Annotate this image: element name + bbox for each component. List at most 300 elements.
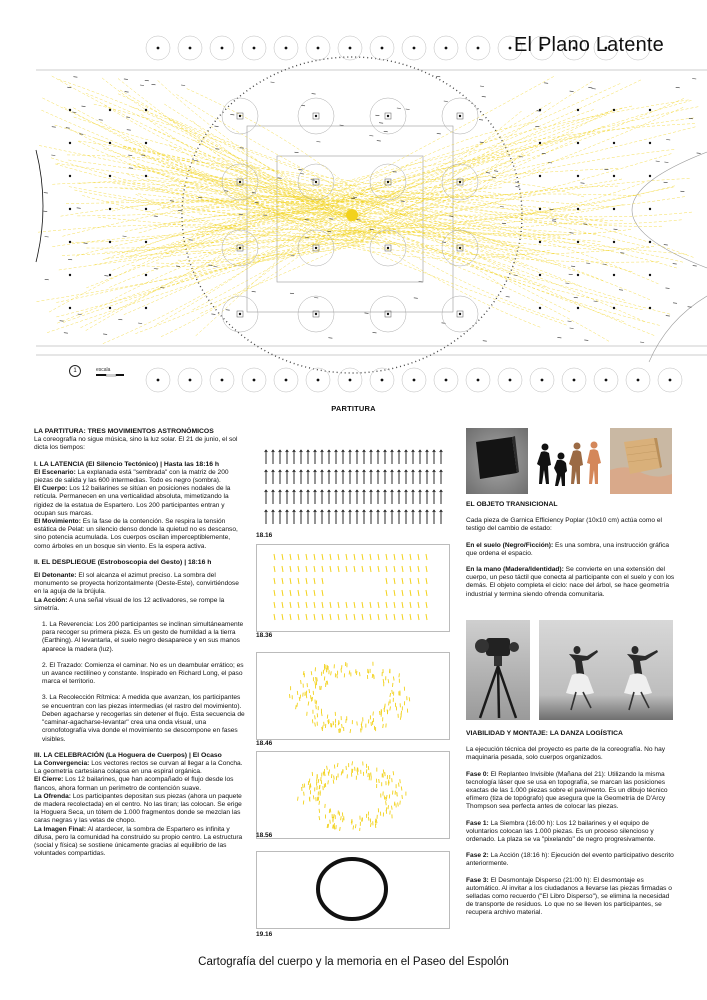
stage-dancer-mark: [357, 721, 358, 725]
piece-mark: [574, 297, 578, 298]
piece-mark: [437, 133, 441, 134]
tree-dot-bottom: [477, 379, 480, 382]
stage-dancer-mark: [386, 801, 387, 805]
piece-mark: [126, 117, 130, 118]
stage-dancer-mark: [368, 817, 369, 821]
stage-dancer-mark: [319, 801, 320, 805]
p1-movimiento: [34, 518, 246, 551]
stage-dancer-mark: [290, 614, 291, 620]
piece-mark: [502, 223, 506, 224]
trajectory-line: [325, 213, 623, 221]
stage-dancer-mark: [409, 697, 410, 701]
trajectory-line: [365, 107, 683, 225]
stage-dancer-mark: [378, 554, 379, 560]
piece-mark: [689, 118, 693, 119]
piece-mark: [312, 94, 316, 95]
stage-dancer-mark: [274, 566, 275, 572]
piece-mark: [45, 237, 49, 238]
stage-dancer-mark: [402, 614, 403, 620]
piece-mark: [603, 264, 607, 265]
stage-dancer-mark: [319, 809, 320, 813]
piece-mark: [406, 109, 410, 110]
stage-dancer-mark: [362, 602, 363, 608]
fase-0: [466, 771, 678, 812]
piece-mark: [67, 87, 71, 88]
piece-mark: [239, 214, 243, 215]
stage-diagram-1916: [256, 851, 448, 927]
piece-mark: [640, 342, 644, 343]
stage-dancer-mark: [312, 697, 313, 701]
tree-dot-side: [109, 175, 111, 177]
stage-dancer-mark: [319, 816, 320, 820]
piece-mark: [189, 240, 193, 241]
stage-dancer-mark: [394, 578, 395, 584]
stage-dancer-mark: [316, 677, 317, 681]
stage-dancer-mark: [386, 554, 387, 560]
text: Se convierte en una extensión del cuerpo, un peso táctil que conecta al participante con el suelo y con los demás. El objeto completa el ciclo: nace del árbol, se hace geometría industrial y termina siendo ofrenda comunitaria.: [466, 566, 675, 598]
grid-tree-dot: [315, 181, 317, 183]
label: En la mano (Madera/Identidad):: [466, 566, 564, 574]
tree-dot-side: [145, 307, 147, 309]
piece-mark: [252, 291, 256, 292]
stage-dancer-mark: [352, 769, 353, 773]
stage-dancer-mark: [400, 779, 401, 783]
stage-dancer-mark: [402, 566, 403, 572]
trajectory-line: [380, 191, 662, 226]
stage-dancer-mark: [339, 720, 340, 724]
piece-mark: [480, 86, 484, 87]
stage-dancer-mark: [298, 590, 299, 596]
piece-mark: [154, 269, 158, 270]
stage-dancer-mark: [349, 671, 350, 675]
stage-dancer-mark: [301, 680, 302, 684]
piece-mark: [506, 297, 510, 298]
stage-dancer-mark: [390, 693, 391, 697]
piece-mark: [570, 91, 574, 92]
label: Fase 2:: [466, 852, 489, 860]
piece-mark: [384, 131, 388, 132]
stage-diagram-1836: [256, 544, 448, 630]
stage-dancer-mark: [299, 697, 300, 701]
p3-cierre: [34, 776, 246, 792]
stage-dancer-mark: [314, 554, 315, 560]
tree-dot-side: [109, 109, 111, 111]
text: Los participantes depositan sus piezas (ahora un paquete de madera recolectada) en el centro. No las tiran; las colocan. Se erige la Hoguera Seca, un tótem de 1.000 fragmentos donde se mezclan las caras negras y las vetas de chopo.: [34, 792, 242, 825]
text: Los 12 bailarines, que han acompañado el flujo desde los flancos, ahora forman un perímetro de contención suave.: [34, 776, 234, 792]
stage-dancer-mark: [359, 672, 360, 676]
trajectory-line: [135, 244, 349, 333]
trajectory-line: [329, 231, 633, 271]
piece-mark: [375, 115, 379, 116]
piece-mark: [295, 152, 299, 153]
stage-dancer-mark: [402, 590, 403, 596]
stage-dancer-mark: [306, 578, 307, 584]
tree-dot-side: [145, 274, 147, 276]
stage-dancer-mark: [372, 674, 373, 678]
stage-dancer-mark: [330, 614, 331, 620]
stage-dancer-mark: [274, 590, 275, 596]
stage-dancer-mark: [303, 784, 304, 788]
piece-mark: [300, 174, 304, 175]
stage-dancer-mark: [290, 602, 291, 608]
stage-dancer-mark: [355, 824, 356, 828]
piece-mark: [118, 319, 122, 320]
piece-mark: [211, 314, 215, 315]
stage-dancer-mark: [308, 702, 309, 706]
tree-dot-side: [145, 109, 147, 111]
piece-mark: [500, 207, 504, 208]
piece-mark: [44, 193, 48, 194]
stage-dancer-mark: [322, 566, 323, 572]
tree-dot-top: [381, 47, 384, 50]
stage-dancer-mark: [322, 554, 323, 560]
tree-dot-bottom: [413, 379, 416, 382]
plan-edge-left: [36, 150, 43, 262]
partitura-heading: LA PARTITURA: TRES MOVIMIENTOS ASTRONÓMICOS: [34, 428, 214, 435]
grid-tree-dot: [315, 115, 317, 117]
stage-dancer-mark: [410, 554, 411, 560]
stage-dancer-mark: [346, 614, 347, 620]
stage-dancer-mark: [306, 602, 307, 608]
stage-dancer-mark: [334, 776, 335, 780]
piece-mark: [104, 276, 108, 277]
piece-mark: [365, 313, 369, 314]
stage-dancer-mark: [329, 770, 330, 774]
stage-dancer-mark: [290, 578, 291, 584]
stage-dancer-mark: [315, 715, 316, 719]
stage-dancer-mark: [337, 674, 338, 678]
stage-dancer-mark: [306, 566, 307, 572]
stage-dancer-mark: [361, 728, 362, 732]
fase-2: [466, 852, 678, 868]
label: En el suelo (Negro/Ficción):: [466, 541, 554, 549]
tree-dot-top: [317, 47, 320, 50]
stage-dancer-mark: [327, 715, 328, 719]
trajectory-line: [76, 219, 332, 257]
stage-dancer-mark: [418, 614, 419, 620]
stage-dancer-mark: [370, 614, 371, 620]
stage-dancer-mark: [311, 671, 312, 675]
piece-mark: [666, 140, 670, 141]
grid-tree-dot: [459, 115, 461, 117]
stage-dancer-mark: [274, 578, 275, 584]
viabilidad-text: [466, 730, 678, 926]
partitura-text-column: [34, 428, 246, 858]
stage-dancer-mark: [333, 721, 334, 725]
stage-dancer-mark: [341, 771, 342, 775]
piece-mark: [290, 293, 294, 294]
trajectory-line: [102, 78, 334, 187]
tree-dot-side: [539, 274, 541, 276]
piece-mark: [316, 142, 320, 143]
piece-mark: [664, 182, 668, 183]
piece-mark: [479, 120, 483, 121]
stage-dancer-mark: [394, 566, 395, 572]
plan-edge-right-low: [649, 296, 707, 362]
piece-mark: [170, 201, 174, 202]
tree-dot-side: [109, 142, 111, 144]
tree-dot-top: [445, 47, 448, 50]
piece-mark: [693, 266, 697, 267]
piece-mark: [581, 183, 585, 184]
stage-time-1816: 18.16: [256, 532, 273, 539]
stage-dancer-mark: [338, 602, 339, 608]
label: El Movimiento:: [34, 518, 81, 526]
stage-dancer-mark: [309, 779, 310, 783]
stage-dancer-mark: [329, 809, 330, 813]
stage-dancer-mark: [308, 781, 309, 785]
stage-dancer-mark: [354, 614, 355, 620]
tree-dot-bottom: [605, 379, 608, 382]
piece-mark: [664, 162, 668, 163]
stage-dancer-mark: [331, 671, 332, 675]
stage-dancer-mark: [316, 701, 317, 705]
trajectory-line: [350, 107, 698, 212]
label: La Convergencia:: [34, 759, 90, 767]
stage-dancer-mark: [346, 602, 347, 608]
piece-mark: [414, 298, 418, 299]
stage-dancer-mark: [303, 693, 304, 697]
piece-mark: [619, 290, 623, 291]
tree-dot-bottom: [157, 379, 160, 382]
stage-dancer-mark: [298, 614, 299, 620]
piece-mark: [127, 130, 131, 131]
piece-mark: [614, 229, 618, 230]
tree-dot-side: [539, 241, 541, 243]
stage-dancer-mark: [306, 691, 307, 695]
stage-diagram-1846: [256, 652, 448, 738]
objeto-intro: Cada pieza de Garnica Efficiency Poplar (10x10 cm) actúa como el testigo del cambio de estado:: [466, 517, 662, 533]
trajectory-line: [343, 100, 688, 190]
sun-marker: [346, 209, 358, 221]
stage-dancer-mark: [316, 705, 317, 709]
stage-dancer-mark: [354, 554, 355, 560]
stage-dancer-mark: [398, 802, 399, 806]
piece-mark: [548, 163, 552, 164]
label: El Cierre:: [34, 776, 64, 784]
p2-item-3: 3. La Recolección Rítmica: A medida que avanzan, los participantes se encuentran con las piezas intermedias (el rastro del movimiento). Deben agacharse y recogerlas sin detener el flujo. Esta secuencia de "caminar-agacharse-levantar" crea una onda visual, una cronofotografía viva donde el movimiento se descompone en fases visibles.: [42, 694, 245, 743]
grid-tree-dot: [239, 181, 241, 183]
piece-mark: [340, 125, 344, 126]
stage-dancer-mark: [298, 797, 299, 801]
plan-base-lines: [36, 57, 707, 373]
trajectory-line: [111, 211, 349, 300]
grid-tree-dot: [239, 115, 241, 117]
piece-mark: [230, 114, 234, 115]
grid-tree-dot: [387, 313, 389, 315]
stage-dancer-mark: [328, 780, 329, 784]
piece-mark: [68, 259, 72, 260]
label: La Ofrenda:: [34, 792, 72, 800]
label: El Cuerpo:: [34, 485, 68, 493]
plan-trajectories: [37, 76, 701, 344]
piece-mark: [66, 128, 70, 129]
stage-dancer-mark: [330, 602, 331, 608]
piece-mark: [557, 337, 561, 338]
stage-dancer-mark: [327, 766, 328, 770]
stage-dancer-mark: [418, 566, 419, 572]
tree-dot-side: [145, 142, 147, 144]
text: Los 12 bailarines se sitúan en posiciones nodales de la retícula. Permanecen en una verticalidad absoluta, mimetizando la rigidez de la estatua de Espartero. Los 200 participantes entran y ocupan sus marcas.: [34, 485, 231, 517]
stage-dancer-mark: [321, 712, 322, 716]
stage-dancer-mark: [383, 724, 384, 728]
piece-mark: [328, 338, 332, 339]
trajectory-line: [370, 231, 670, 314]
grid-tree-dot: [239, 313, 241, 315]
stage-dancer-mark: [386, 602, 387, 608]
piece-mark: [78, 314, 82, 315]
tree-dot-side: [649, 208, 651, 210]
grid-tree-dot: [387, 247, 389, 249]
p2-detonante: [34, 572, 246, 597]
stage-dancer-mark: [313, 795, 314, 799]
stage-dancer-mark: [298, 566, 299, 572]
piece-mark: [449, 216, 453, 217]
stage-dancer-mark: [378, 602, 379, 608]
tree-dot-bottom: [509, 379, 512, 382]
tree-dot-bottom: [253, 379, 256, 382]
piece-mark: [194, 161, 198, 162]
piece-mark: [314, 298, 318, 299]
text: Los vectores rectos se curvan al llegar a la Concha. La geometría cartesiana colapsa en una espiral orgánica.: [34, 759, 243, 776]
piece-mark: [542, 153, 546, 154]
tree-dot-side: [539, 142, 541, 144]
stage-dancer-mark: [362, 566, 363, 572]
objeto-mano: [466, 566, 678, 599]
stage-dancer-mark: [290, 554, 291, 560]
stage-dancer-mark: [426, 590, 427, 596]
plan-number-badge: 1: [69, 365, 81, 377]
stage-dancer-mark: [418, 578, 419, 584]
stage-dancer-mark: [282, 590, 283, 596]
piece-mark: [482, 96, 486, 97]
piece-mark: [592, 89, 596, 90]
stage-dancer-mark: [322, 602, 323, 608]
stage-dancer-mark: [306, 694, 307, 698]
stage-dancer-mark: [368, 766, 369, 770]
tree-dot-side: [539, 175, 541, 177]
stage-dancer-mark: [379, 779, 380, 783]
tree-dot-side: [577, 175, 579, 177]
stage-dancer-mark: [387, 709, 388, 713]
trajectory-line: [359, 84, 621, 194]
tree-dot-side: [649, 175, 651, 177]
stage-dancer-mark: [282, 602, 283, 608]
stage-dancer-mark: [418, 590, 419, 596]
tree-dot-side: [613, 241, 615, 243]
stage-dancer-mark: [274, 602, 275, 608]
piece-mark: [442, 242, 446, 243]
grid-tree-dot: [315, 313, 317, 315]
stage-dancer-mark: [399, 783, 400, 787]
trajectory-line: [56, 233, 370, 302]
section-heading-partitura: PARTITURA: [331, 404, 376, 413]
tree-dot-bottom: [541, 379, 544, 382]
stage-dancer-mark: [376, 819, 377, 823]
stage-dancer-mark: [389, 701, 390, 705]
hoguera-ring: [318, 859, 386, 919]
piece-mark: [586, 263, 590, 264]
stage-dancer-mark: [318, 779, 319, 783]
stage-dancer-mark: [282, 578, 283, 584]
stage-dancer-mark: [399, 673, 400, 677]
piece-mark: [379, 123, 383, 124]
stage-diagram-1856: [256, 751, 448, 831]
stage-dancer-mark: [321, 780, 322, 784]
scale-bar: [96, 374, 126, 378]
text: La Acción (18:16 h): Ejecución del evento participativo descrito anteriormente.: [466, 852, 674, 868]
stage-dancer-mark: [386, 590, 387, 596]
piece-mark: [45, 279, 49, 280]
piece-mark: [125, 92, 129, 93]
tree-dot-top: [253, 47, 256, 50]
piece-mark: [198, 197, 202, 198]
trajectory-line: [332, 76, 554, 195]
tree-dot-side: [613, 208, 615, 210]
stage-dancer-mark: [274, 614, 275, 620]
piece-mark: [483, 341, 487, 342]
tree-dot-bottom: [445, 379, 448, 382]
stage-time-1856: 18.56: [256, 832, 273, 839]
stage-dancer-mark: [339, 729, 340, 733]
piece-mark: [77, 208, 81, 209]
label: Fase 0:: [466, 770, 489, 778]
grid-tree-dot: [459, 181, 461, 183]
piece-mark: [397, 108, 401, 109]
stage-time-1836: 18.36: [256, 632, 273, 639]
tree-dot-side: [69, 274, 71, 276]
stage-dancer-mark: [338, 554, 339, 560]
stage-dancer-mark: [401, 711, 402, 715]
tree-dot-side: [539, 208, 541, 210]
fase-3: [466, 877, 678, 918]
piece-mark: [82, 106, 86, 107]
stage-dancer-mark: [282, 614, 283, 620]
tree-dot-bottom: [189, 379, 192, 382]
piece-mark: [154, 216, 158, 217]
stage-dancer-mark: [323, 726, 324, 730]
grid-tree-dot: [387, 115, 389, 117]
stage-dancer-mark: [330, 820, 331, 824]
stage-dancer-mark: [386, 578, 387, 584]
stage-dancer-mark: [333, 824, 334, 828]
stage-dancer-mark: [394, 602, 395, 608]
piece-mark: [124, 79, 128, 80]
stage-dancer-mark: [394, 614, 395, 620]
stage-dancer-mark: [333, 780, 334, 784]
piece-mark: [140, 85, 144, 86]
piece-mark: [568, 321, 572, 322]
tree-dot-side: [649, 307, 651, 309]
stage-dancer-mark: [394, 554, 395, 560]
trajectory-line: [361, 127, 696, 201]
evolution-silhouettes-illustration: [537, 434, 605, 490]
objeto-heading: EL OBJETO TRANSICIONAL: [466, 501, 558, 508]
piece-mark: [673, 303, 677, 304]
stage-dancer-mark: [290, 590, 291, 596]
stage-dancer-mark: [426, 566, 427, 572]
piece-mark: [494, 171, 498, 172]
stage-dancer-mark: [297, 691, 298, 695]
piece-mark: [656, 161, 660, 162]
fase-1: [466, 820, 678, 845]
plan-edge-right: [632, 152, 707, 268]
stage-dancer-mark: [303, 801, 304, 805]
stage-dancer-mark: [341, 816, 342, 820]
trajectory-line: [378, 196, 694, 257]
stage-dancer-mark: [426, 602, 427, 608]
piece-mark: [311, 180, 315, 181]
